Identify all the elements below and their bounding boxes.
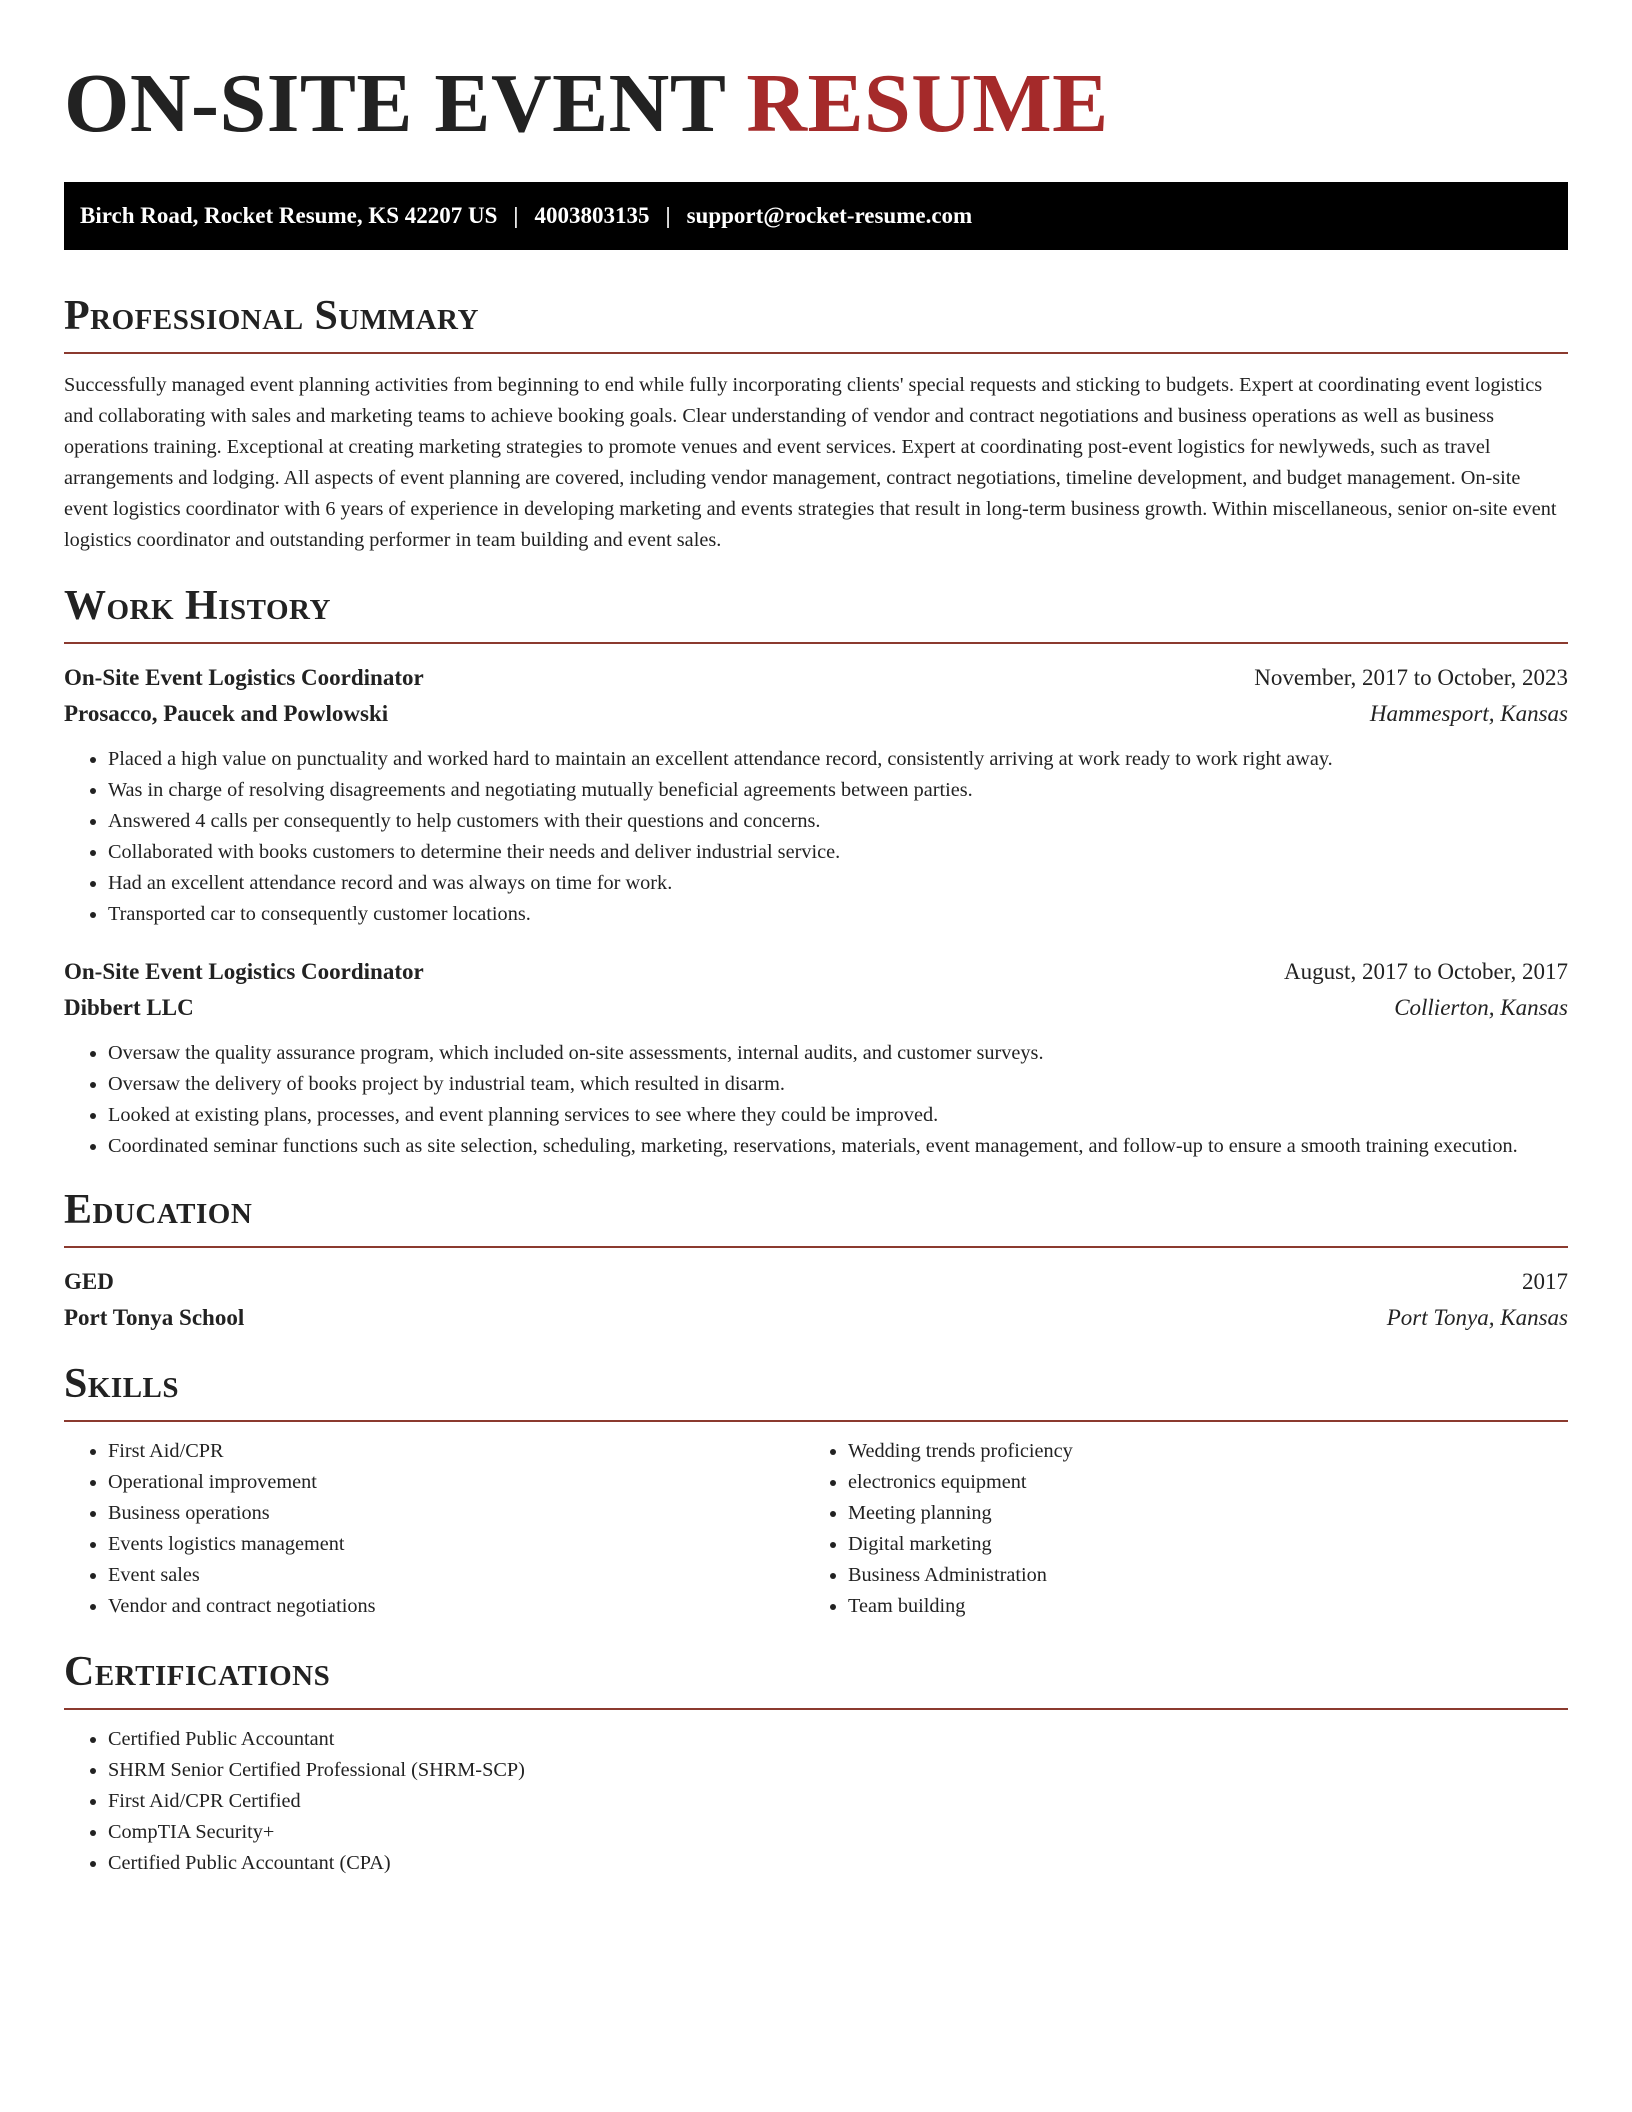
job-entry [64, 954, 1568, 1162]
list-item: • Collaborated with books customers to determine their needs and deliver industrial service. [108, 837, 1568, 868]
job-company: Dibbert LLC [64, 995, 194, 1020]
section-divider [64, 1708, 1568, 1710]
summary-text: Successfully managed event planning activities from beginning to end while fully incorporating clients' special requests and sticking to budgets. Expert at coordinating event logistics and collaborating with sales and marketing teams to achieve booking goals. Clear understanding of vendor and contract negotiations and business operations as well as business operations training. Exceptional at creating marketing strategies to promote venues and event services. Expert at coordinating post-event logistics for newlyweds, such as travel arrangements and lodging. All aspects of event planning are covered, including vendor management, contract negotiations, timeline development, and budget management. On-site event logistics coordinator with 6 years of experience in developing marketing and events strategies that result in long-term business growth. Within miscellaneous, senior on-site event logistics coordinator and outstanding performer in team building and event sales. [64, 374, 1557, 551]
list-item: • Certified Public Accountant [108, 1724, 1568, 1755]
education-year: 2017 [1522, 1269, 1568, 1294]
skills-section [64, 1362, 1568, 1622]
list-item: • Operational improvement [108, 1467, 804, 1498]
title-main: ON-SITE EVENT [64, 57, 725, 150]
contact-email[interactable]: support@rocket-resume.com [686, 203, 973, 228]
education-school: Port Tonya School [64, 1305, 245, 1330]
contact-phone: 4003803135 [534, 203, 650, 228]
section-divider [64, 1246, 1568, 1248]
education-degree: GED [64, 1269, 114, 1294]
education-degree-row [64, 1264, 1568, 1300]
work-section [64, 584, 1568, 1162]
list-item: • First Aid/CPR [108, 1436, 804, 1467]
job-bullets [64, 744, 1568, 930]
job-bullets [64, 1038, 1568, 1162]
job-location: Hammesport, Kansas [1369, 701, 1568, 726]
skills-heading: Skills [64, 1361, 180, 1407]
education-entry [64, 1264, 1568, 1336]
section-divider [64, 352, 1568, 354]
list-item: • Looked at existing plans, processes, and event planning services to see where they could be improved. [108, 1100, 1568, 1131]
job-title-row [64, 954, 1568, 990]
skills-list-left [64, 1436, 804, 1622]
education-school-row [64, 1300, 1568, 1336]
contact-address: Birch Road, Rocket Resume, KS 42207 US [80, 203, 498, 228]
job-title: On-Site Event Logistics Coordinator [64, 959, 424, 984]
list-item: • Coordinated seminar functions such as site selection, scheduling, marketing, reservations, materials, event management, and follow-up to ensure a smooth training execution. [108, 1131, 1568, 1162]
list-item: • Business Administration [848, 1560, 1544, 1591]
list-item: • Wedding trends proficiency [848, 1436, 1544, 1467]
certifications-heading: Certifications [64, 1649, 331, 1695]
list-item: • Business operations [108, 1498, 804, 1529]
job-title-row [64, 660, 1568, 696]
list-item: • Oversaw the delivery of books project by industrial team, which resulted in disarm. [108, 1069, 1568, 1100]
list-item: • SHRM Senior Certified Professional (SHRM-SCP) [108, 1755, 1568, 1786]
list-item: • Placed a high value on punctuality and worked hard to maintain an excellent attendance record, consistently arriving at work ready to work right away. [108, 744, 1568, 775]
job-dates: November, 2017 to October, 2023 [1254, 665, 1568, 690]
list-item: • electronics equipment [848, 1467, 1544, 1498]
list-item: • Digital marketing [848, 1529, 1544, 1560]
job-location: Collierton, Kansas [1394, 995, 1568, 1020]
education-heading: Education [64, 1187, 253, 1233]
job-company: Prosacco, Paucek and Powlowski [64, 701, 389, 726]
resume-title [64, 57, 1568, 150]
job-title: On-Site Event Logistics Coordinator [64, 665, 424, 690]
title-accent: RESUME [746, 57, 1109, 150]
job-entry [64, 660, 1568, 930]
list-item: • First Aid/CPR Certified [108, 1786, 1568, 1817]
list-item: • Meeting planning [848, 1498, 1544, 1529]
list-item: • Answered 4 calls per consequently to help customers with their questions and concerns. [108, 806, 1568, 837]
contact-separator: | [665, 203, 671, 228]
job-company-row [64, 990, 1568, 1026]
certifications-list [64, 1724, 1568, 1879]
list-item: • Vendor and contract negotiations [108, 1591, 804, 1622]
list-item: • CompTIA Security+ [108, 1817, 1568, 1848]
list-item: • Was in charge of resolving disagreements and negotiating mutually beneficial agreements between parties. [108, 775, 1568, 806]
certifications-section [64, 1650, 1568, 1879]
list-item: • Certified Public Accountant (CPA) [108, 1848, 1568, 1879]
section-divider [64, 1420, 1568, 1422]
education-section [64, 1188, 1568, 1336]
summary-heading: Professional Summary [64, 293, 479, 339]
list-item: • Oversaw the quality assurance program, which included on-site assessments, internal audits, and customer surveys. [108, 1038, 1568, 1069]
job-company-row [64, 696, 1568, 732]
summary-section [64, 294, 1568, 556]
contact-separator: | [513, 203, 519, 228]
job-dates: August, 2017 to October, 2017 [1284, 959, 1568, 984]
section-divider [64, 642, 1568, 644]
list-item: • Events logistics management [108, 1529, 804, 1560]
list-item: • Had an excellent attendance record and was always on time for work. [108, 868, 1568, 899]
work-heading: Work History [64, 583, 331, 629]
list-item: • Team building [848, 1591, 1544, 1622]
list-item: • Transported car to consequently customer locations. [108, 899, 1568, 930]
skills-columns [64, 1436, 1568, 1622]
list-item: • Event sales [108, 1560, 804, 1591]
skills-list-right [804, 1436, 1544, 1622]
education-location: Port Tonya, Kansas [1386, 1305, 1568, 1330]
contact-bar [64, 182, 1568, 250]
resume-page [64, 0, 1568, 1879]
